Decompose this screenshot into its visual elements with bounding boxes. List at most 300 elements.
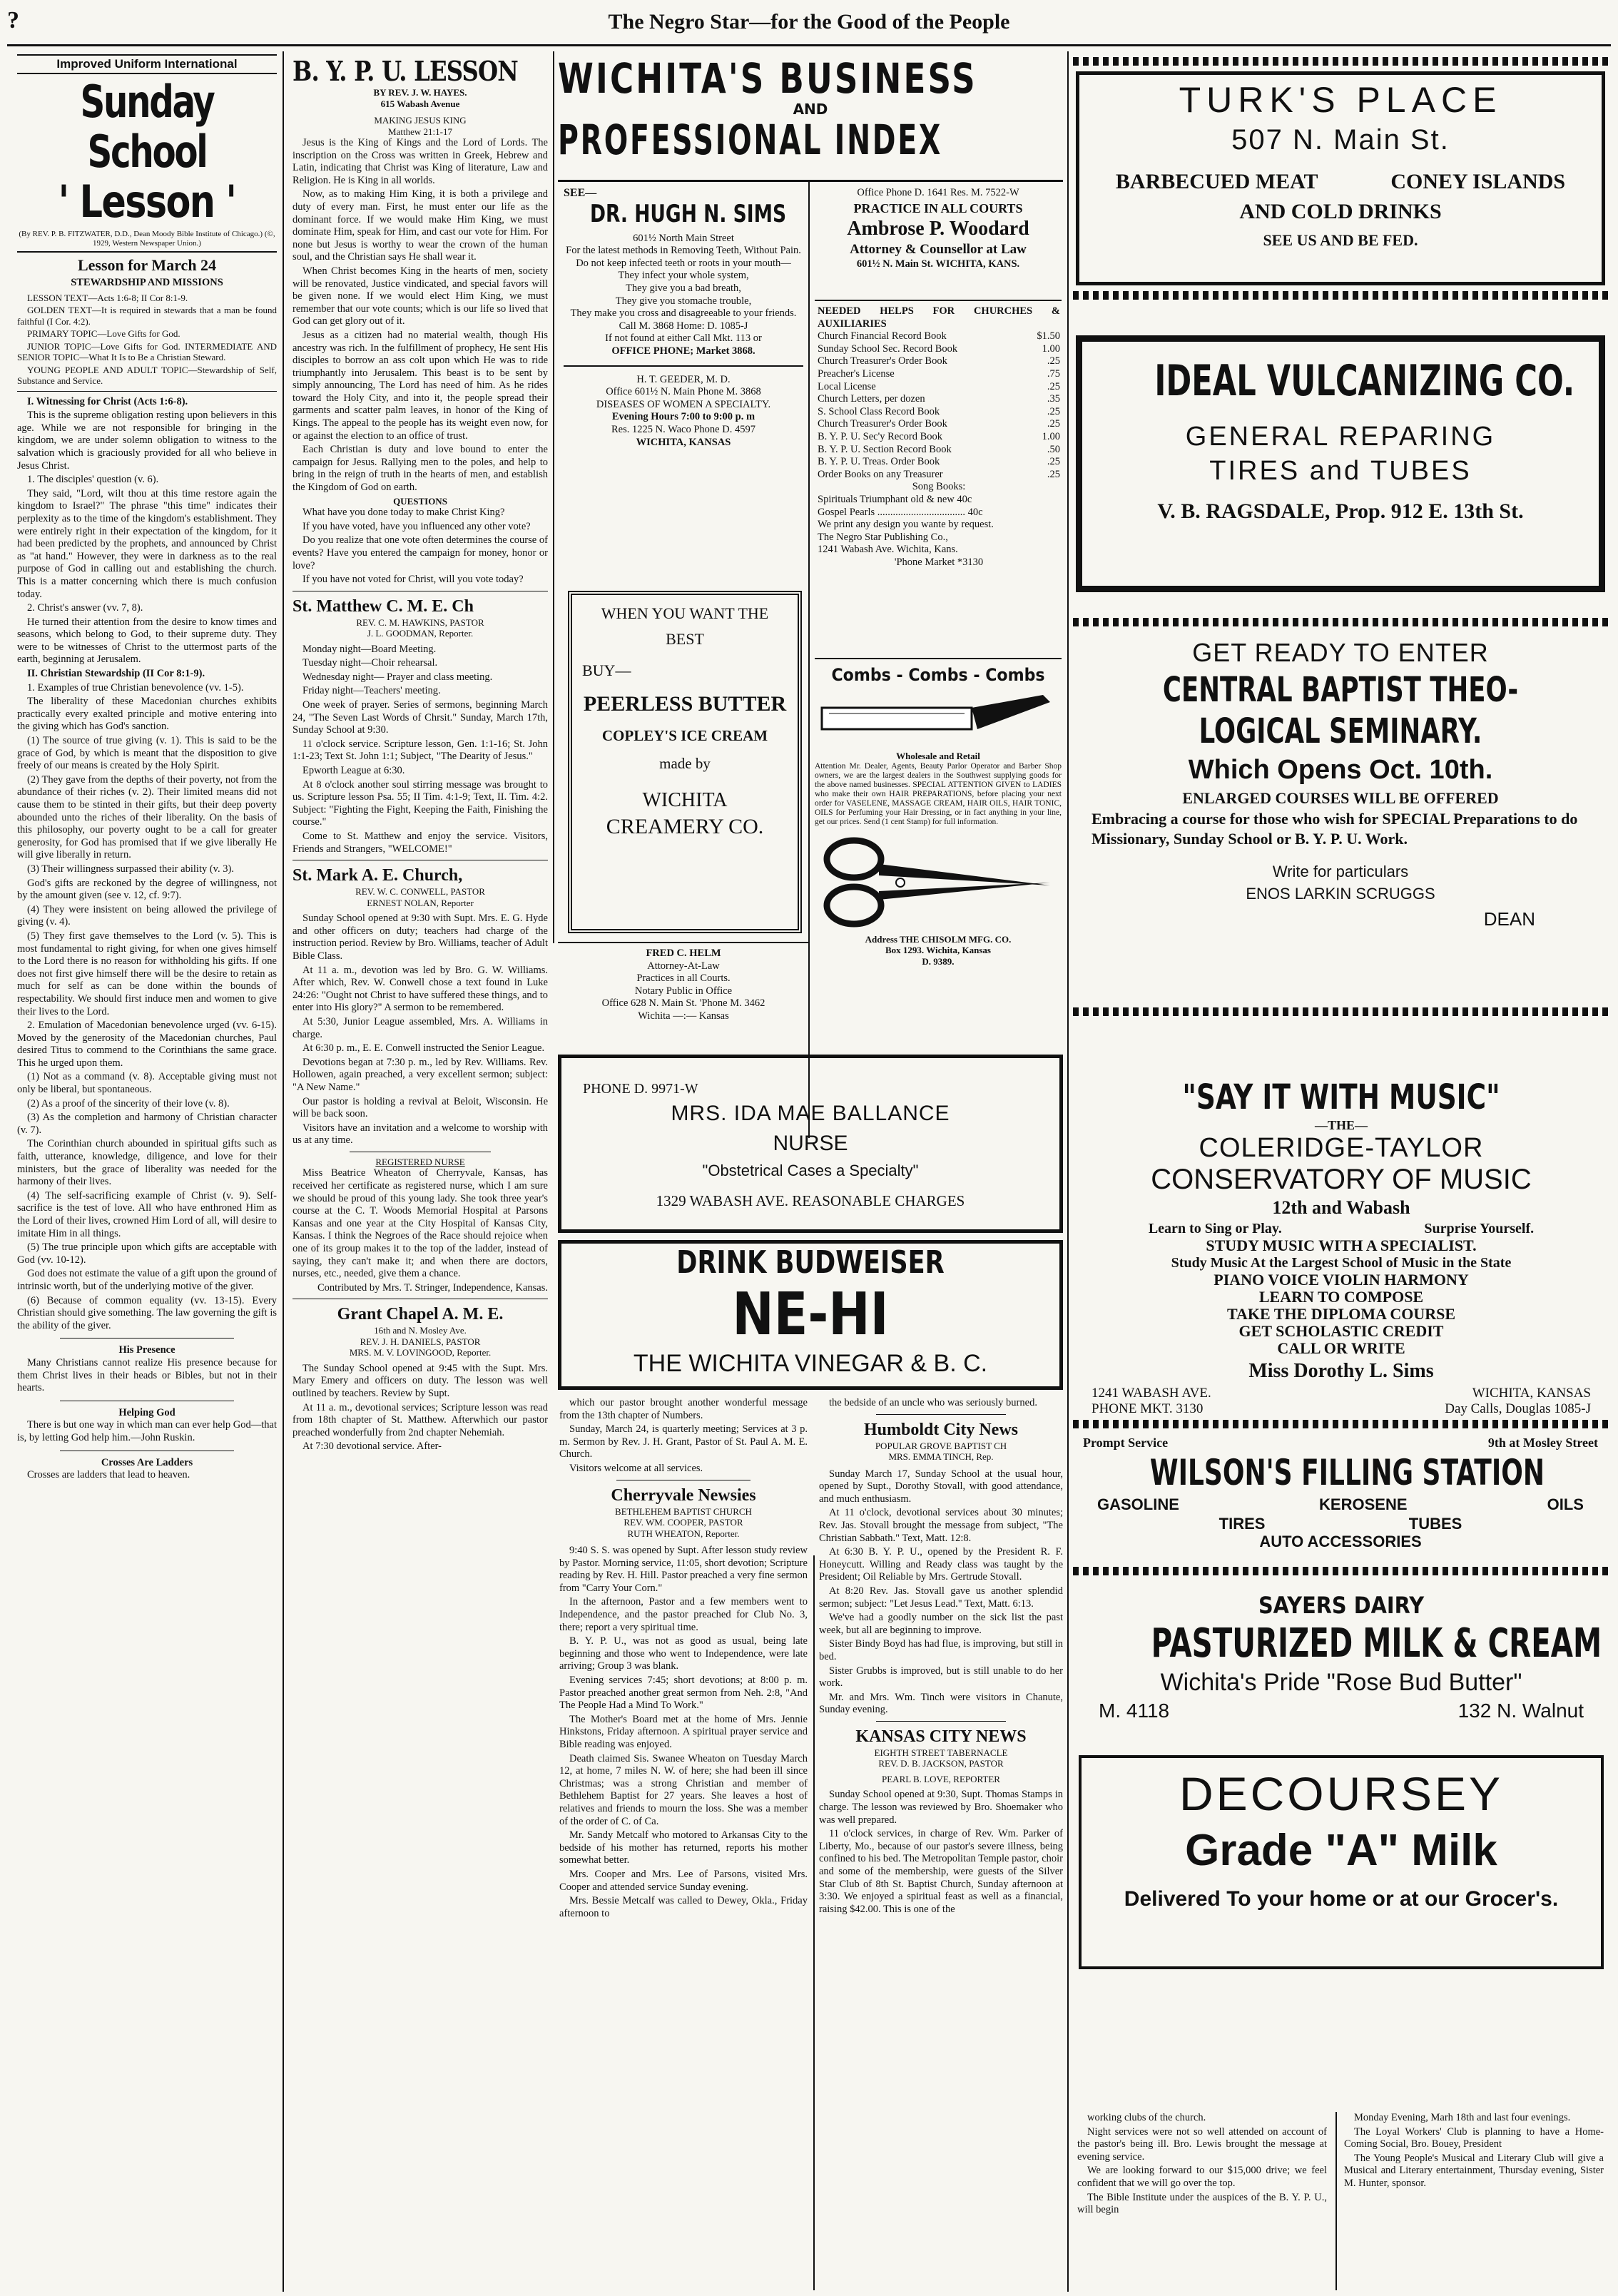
- woodard-name: Ambrose P. Woodard: [847, 217, 1029, 240]
- cherryvale-paragraph: In the afternoon, Pastor and a few members went to Independence, and the pastor preached for Club No. 3, there; report a very spiritual time.: [559, 1596, 808, 1633]
- music-line: CALL OR WRITE: [1277, 1339, 1405, 1357]
- music-line: WICHITA, KANSAS: [1472, 1386, 1591, 1401]
- question: If you have voted, have you influenced any other vote?: [302, 520, 531, 532]
- music-line: Day Calls, Douglas 1085-J: [1445, 1401, 1591, 1416]
- sims-line: Call M. 3868 Home: D. 1085-J: [619, 320, 748, 332]
- helps-price-row: [818, 393, 1060, 406]
- kc-continued-paragraph: Night services were not so well attended on account of the pastor's being ill. Bro. Lewis brought the message at evening service.: [1077, 2125, 1327, 2163]
- wilson-line: 9th at Mosley Street: [1487, 1436, 1598, 1450]
- turks-place-ad: [1076, 71, 1605, 285]
- grant-continued: Sunday, March 24, is quarterly meeting; Services at 3 p. m. Sermon by Rev. J. H. Grant, Pastor of St. Paul A. M. E. Church.: [559, 1423, 808, 1461]
- sims-lines: [564, 233, 803, 358]
- music-line: Miss Dorothy L. Sims: [1248, 1360, 1434, 1382]
- lesson-paragraph: 1. Examples of true Christian benevolence (vv. 1-5).: [27, 681, 244, 694]
- combs-phone: D. 9389.: [922, 955, 955, 967]
- seminary-line: CENTRAL BAPTIST THEO-: [1162, 670, 1519, 710]
- column-rule-2: [553, 51, 554, 943]
- sayers-line: PASTURIZED MILK & CREAM: [1151, 1620, 1602, 1667]
- needed-helps-ad: [818, 305, 1060, 651]
- lesson-paragraph: (6) Because of common equality (vv. 13-15). Every Christian should give something. The law governing the gift is the ability of the giver.: [17, 1294, 277, 1331]
- registered-nurse-heading: REGISTERED NURSE: [375, 1156, 465, 1167]
- turks-line: BARBECUED MEAT: [1115, 170, 1318, 193]
- index-title-and: AND: [793, 101, 828, 118]
- lesson-paragraph: (1) Not as a command (v. 8). Acceptable giving must not only be liberal, but spontaneous.: [17, 1071, 277, 1096]
- cherryvale-paragraph: Mrs. Bessie Metcalf was called to Dewey, Okla., Friday afternoon to: [559, 1895, 808, 1919]
- lesson-paragraph: God does not estimate the value of a gift upon the ground of intrinsic worth, but of the underlying motive of the giver.: [17, 1268, 277, 1292]
- sayers-line: SAYERS DAIRY: [1258, 1592, 1425, 1619]
- lesson-texts: [17, 293, 277, 387]
- index-divider: [808, 182, 810, 1138]
- index-title-top: WICHITA'S BUSINESS: [558, 54, 977, 103]
- wilson-line: TUBES: [1408, 1515, 1462, 1533]
- cherryvale-church: BETHLEHEM BAPTIST CHURCH: [615, 1505, 752, 1517]
- music-line: TAKE THE DIPLOMA COURSE: [1226, 1305, 1456, 1323]
- creamery-line: CREAMERY CO.: [606, 815, 764, 838]
- cherryvale-paragraph: Death claimed Sis. Swanee Wheaton on Tuesday March 12, at home, 7 miles N. W. of here; she had been ill since Christmas; was a strong Christian and member of Bethlehem Baptist for 27 years. She leaves a host of relatives and friends to mourn the loss. She was a member of the order of C. of Ca.: [559, 1752, 808, 1827]
- helps-publisher: The Negro Star Publishing Co.,: [818, 531, 948, 543]
- kc-continued-left: [1077, 2112, 1327, 2290]
- lesson-text-line: PRIMARY TOPIC—Love Gifts for God.: [27, 328, 180, 340]
- bypu-paragraph: Now, as to making Him King, it is both a privilege and duty of every man. First, he must enter our life as the dominant force. If we would make Him King, we must dominate Him, speak for Him, and cast our vote for Him. For none but Jesus is worthy to wear the crown of the human soul, and the Christian says He shall wear it.: [292, 188, 548, 263]
- humboldt-title: Humboldt City News: [863, 1420, 1018, 1439]
- helm-line: Wichita —:— Kansas: [638, 1010, 729, 1022]
- woodard-address: 601½ N. Main St. WICHITA, KANS.: [856, 258, 1020, 270]
- lesson-date: Lesson for March 24: [17, 251, 277, 275]
- humboldt-paragraph: Mr. and Mrs. Wm. Tinch were visitors in Chanute, Sunday evening.: [819, 1691, 1063, 1716]
- music-line: —THE—: [1314, 1118, 1368, 1132]
- nehi-line-2: NE-HI: [732, 1281, 889, 1348]
- cherryvale-column: [559, 1397, 808, 2289]
- turks-line: AND COLD DRINKS: [1239, 200, 1442, 223]
- helps-item-name: Order Books on any Treasurer: [818, 468, 943, 480]
- wilson-line: OILS: [1547, 1495, 1584, 1513]
- nehi-line-3: THE WICHITA VINEGAR & B. C.: [633, 1350, 988, 1377]
- lesson-paragraph: (3) As the completion and harmony of Christian character (v. 7).: [17, 1112, 277, 1136]
- turks-line: CONEY ISLANDS: [1390, 170, 1566, 193]
- decoursey-milk-ad: [1079, 1755, 1604, 1969]
- kc-continued-paragraph: working clubs of the church.: [1087, 2112, 1206, 2123]
- lesson-paragraph: He turned their attention from the desire to know times and seasons, which belong to God, to their supreme duty. They were to be witnesses of Christ to the uttermost parts of the earth, beginning at Jerusalem.: [17, 616, 277, 666]
- cherryvale-paragraph: Evening services 7:45; short devotions; at 8:00 p. m. Pastor preached another great sermon from Neh. 2:8, "And The People Had a Mind To Work.": [559, 1675, 808, 1712]
- stmatthew-paragraph: Monday night—Board Meeting.: [302, 643, 437, 655]
- helps-price-row: [818, 418, 1060, 431]
- helps-item-name: Church Financial Record Book: [818, 330, 947, 342]
- stmark-paragraph: Sunday School opened at 9:30 with Supt. Mrs. E. G. Hyde and other officers on duty; teachers had charge of the instruction period. Review by Bro. Williams, teacher of Adult Bible Class.: [292, 913, 548, 962]
- sims-see: SEE—: [564, 187, 597, 199]
- helm-name: FRED C. HELM: [646, 948, 721, 959]
- grant-continued: which our pastor brought another wonderful message from the 13th chapter of Numbers.: [559, 1397, 808, 1421]
- stmark-paragraph: At 6:30 p. m., E. E. Conwell instructed the Senior League.: [302, 1042, 545, 1055]
- combs-title: Combs - Combs - Combs: [831, 665, 1045, 685]
- lesson-paragraph: I. Witnessing for Christ (Acts 1:6-8).: [27, 395, 188, 407]
- grant-chapel-paragraph: At 11 a. m., devotional services; Scripture lesson was read from 18th chapter of St. Matthew. Afterwhich our pastor preached wonderfully from 2nd chapter Nehemiah.: [292, 1401, 548, 1438]
- music-line: 12th and Wabash: [1272, 1197, 1410, 1218]
- helps-item-name: Church Treasurer's Order Book: [818, 355, 947, 367]
- stmatthew-paragraph: Tuesday night—Choir rehearsal.: [302, 657, 438, 669]
- kc-news-reporter: PEARL B. LOVE, REPORTER: [882, 1773, 1000, 1784]
- ballance-phone: PHONE D. 9971-W: [583, 1081, 698, 1097]
- stmark-paragraph: Devotions began at 7:30 p. m., led by Rev. Williams. Rev. Hollowen, again preached, a very excellent sermon; subject: "A New Name.": [292, 1056, 548, 1093]
- woodard-role: Attorney & Counsellor at Law: [850, 241, 1027, 257]
- helps-item-price: .25: [1047, 355, 1060, 367]
- music-line: PHONE MKT. 3130: [1092, 1401, 1204, 1416]
- seminary-line: LOGICAL SEMINARY.: [1199, 711, 1482, 751]
- ballance-name: MRS. IDA MAE BALLANCE: [671, 1102, 950, 1125]
- question: What have you done today to make Christ King?: [302, 507, 505, 519]
- lesson-paragraph: II. Christian Stewardship (II Cor 8:1-9).: [27, 668, 205, 680]
- stmatthew-paragraph: 11 o'clock service. Scripture lesson, Gen. 1:1-16; St. John 1:1-23; Text St. John 1:1; Subject, "The Dearity of Jesus.": [292, 738, 548, 763]
- music-ad: [1077, 1077, 1605, 1416]
- humboldt-column: [819, 1397, 1063, 2289]
- ballance-address: 1329 WABASH AVE. REASONABLE CHARGES: [656, 1192, 965, 1209]
- woodard-practice: PRACTICE IN ALL COURTS: [853, 200, 1023, 215]
- cherryvale-reporter: RUTH WHEATON, Reporter.: [627, 1528, 740, 1539]
- sunday-school-column: [17, 54, 277, 2287]
- helps-price-row: [818, 368, 1060, 381]
- geeder-hours: Evening Hours 7:00 to 9:00 p. m: [611, 411, 755, 423]
- helps-title: NEEDED HELPS FOR CHURCHES & AUXILIARIES: [818, 305, 1060, 330]
- page-mark: ?: [7, 7, 19, 34]
- lesson-paragraph: (4) They were insistent on being allowed the privilege of giving (v. 4).: [17, 903, 277, 928]
- bypu-column: [292, 56, 548, 2289]
- question: Do you realize that one vote often determines the course of events? Have you entered the campaign for money, honor or love?: [292, 534, 548, 572]
- helping-god-heading: Helping God: [118, 1406, 175, 1418]
- lesson-paragraph: (4) The self-sacrificing example of Christ (v. 9). Self-sacrifice is the test of love. All who have enthroned Him as the Lord of their lives, crowned Him Lord of all, will desire to imitate Him in all things.: [17, 1189, 277, 1239]
- masthead: [0, 0, 1618, 44]
- seminary-line: ENOS LARKIN SCRUGGS: [1246, 885, 1435, 903]
- newspaper-title: The Negro Star—for the Good of the People: [608, 10, 1010, 34]
- combs-ad: [815, 664, 1062, 1049]
- grant-chapel-pastor: REV. J. H. DANIELS, PASTOR: [360, 1336, 481, 1347]
- kc-news-paragraph: Sunday School opened at 9:30, Supt. Thomas Stamps in charge. The lesson was reviewed by Bro. Shoemaker who was well prepared.: [819, 1789, 1063, 1826]
- helps-phone: 'Phone Market *3130: [894, 556, 984, 568]
- lesson-paragraph: (2) As a proof of the sincerity of their love (v. 8).: [27, 1097, 230, 1109]
- sayers-dairy-ad: [1077, 1591, 1605, 1727]
- humboldt-paragraph: We've had a goodly number on the sick list the past week, but all are beginning to improve.: [819, 1612, 1063, 1636]
- questions-heading: QUESTIONS: [393, 495, 447, 507]
- sims-line: For the latest methods in Removing Teeth, Without Pain.: [566, 245, 801, 257]
- humboldt-reporter: MRS. EMMA TINCH, Rep.: [888, 1451, 994, 1463]
- music-line: GET SCHOLASTIC CREDIT: [1238, 1322, 1444, 1340]
- helps-item-price: .25: [1047, 468, 1060, 480]
- stmatthew-pastor: REV. C. M. HAWKINS, PASTOR: [356, 616, 484, 628]
- border-pattern: [1073, 291, 1609, 300]
- lesson-paragraph: 1. The disciples' question (v. 6).: [27, 474, 159, 486]
- ballance-specialty: "Obstetrical Cases a Specialty": [702, 1162, 919, 1179]
- helps-price-row: [818, 330, 1060, 343]
- helm-line: Office 628 N. Main St. 'Phone M. 3462: [601, 997, 765, 1010]
- border-pattern: [1073, 57, 1609, 66]
- seminary-line: Which Opens Oct. 10th.: [1188, 755, 1493, 785]
- stmark-reporter: ERNEST NOLAN, Reporter: [367, 897, 474, 908]
- music-line: COLERIDGE-TAYLOR: [1199, 1133, 1484, 1163]
- sims-line: They make you cross and disagreeable to your friends.: [570, 308, 797, 320]
- lesson-text-line: YOUNG PEOPLE AND ADULT TOPIC—Stewardship of Self, Substance and Service.: [17, 364, 277, 387]
- turks-line: SEE US AND BE FED.: [1263, 231, 1418, 249]
- decoursey-line: Grade "A" Milk: [1185, 1826, 1497, 1875]
- music-line: Learn to Sing or Play.: [1148, 1221, 1282, 1236]
- helps-item-name: Church Letters, per dozen: [818, 393, 925, 405]
- lesson-title-2: ' Lesson ': [58, 175, 236, 228]
- helps-songs-line: Gospel Pearls .................................. 40c: [818, 506, 983, 518]
- helps-item-name: B. Y. P. U. Treas. Order Book: [818, 456, 940, 468]
- sims-line: They infect your whole system,: [618, 270, 749, 282]
- music-line: PIANO VOICE VIOLIN HARMONY: [1214, 1271, 1469, 1289]
- bypu-text-ref: Matthew 21:1-17: [388, 126, 452, 137]
- music-line: LEARN TO COMPOSE: [1258, 1288, 1424, 1306]
- cherryvale-paragraph: B. Y. P. U., was not as good as usual, being late beginning and those who went to Independence, were late arriving; Group 3 was blank.: [559, 1635, 808, 1672]
- column-rule-4: [813, 1555, 815, 2290]
- geeder-diseases: DISEASES OF WOMEN A SPECIALTY.: [596, 398, 771, 410]
- lesson-title-1: Sunday School: [80, 75, 214, 178]
- helps-item-price: 1.00: [1042, 430, 1060, 442]
- helps-item-name: Sunday School Sec. Record Book: [818, 342, 958, 355]
- wilson-line: TIRES: [1218, 1515, 1266, 1533]
- helps-price-row: [818, 431, 1060, 444]
- stmatthew-reporter: J. L. GOODMAN, Reporter.: [367, 628, 474, 639]
- lesson-paragraph: 2. Emulation of Macedonian benevolence urged (vv. 6-15). Moved by the generosity of the Macedonian churches, Paul desired Titus to commend to the Corinthians the same grace. This he urged upon them.: [17, 1020, 277, 1069]
- stmatthew-title: St. Matthew C. M. E. Ch: [292, 596, 474, 616]
- lesson-text-line: LESSON TEXT—Acts 1:6-8; II Cor 8:1-9.: [27, 292, 188, 303]
- helm-line: Practices in all Courts.: [636, 972, 731, 985]
- bypu-title: B. Y. P. U. LESSON: [292, 56, 518, 87]
- humboldt-paragraph: Sister Grubbs is improved, but is still unable to do her work.: [819, 1665, 1063, 1690]
- grant-chapel-reporter: MRS. M. V. LOVINGOOD, Reporter.: [349, 1347, 492, 1358]
- helm-role: Attorney-At-Law: [647, 960, 720, 972]
- helps-item-name: B. Y. P. U. Section Record Book: [818, 443, 952, 455]
- stmark-title: St. Mark A. E. Church,: [292, 866, 463, 885]
- lesson-topic: STEWARDSHIP AND MISSIONS: [71, 276, 223, 288]
- vulcanizing-title: IDEAL VULCANIZING CO.: [1154, 356, 1575, 406]
- seminary-line: ENLARGED COURSES WILL BE OFFERED: [1182, 789, 1499, 807]
- helps-item-name: S. School Class Record Book: [818, 405, 940, 417]
- geeder-residence: Res. 1225 N. Waco Phone D. 4597: [611, 423, 755, 435]
- bypu-subtitle: MAKING JESUS KING: [374, 115, 467, 126]
- decoursey-line: DECOURSEY: [1179, 1767, 1504, 1820]
- helps-price-list: [818, 330, 1060, 481]
- combs-body: Attention Mr. Dealer, Agents, Beauty Parlor Operator and Barber Shop owners, we are the largest dealers in the Southwest supplying goods for the above named businesses. SPECIAL ATTENTION GIVEN to LADIES who make their own HAIR PREPARATIONS, before placing your next order for VASELENE, MASSAGE CREAM, HAIR OILS, HAIR TONIC, OILS for Perfuming your Hair Dressing, or in fact anything in your line, get our prices. Send (1 cent Stamp) for full information.: [815, 761, 1062, 826]
- helps-address: 1241 Wabash Ave. Wichita, Kans.: [818, 544, 958, 556]
- bypu-byline: BY REV. J. W. HAYES.: [373, 87, 467, 98]
- wilson-title: WILSON'S FILLING STATION: [1149, 1452, 1545, 1493]
- lesson-paragraph: The Corinthian church abounded in spiritual gifts such as faith, utterance, knowledge, diligence, and love for their ministers, but the grace of liberality was needed for the harmony of their lives.: [17, 1138, 277, 1188]
- stmatthew-paragraph: Friday night—Teachers' meeting.: [302, 685, 441, 697]
- business-index-header: [558, 56, 1063, 184]
- humboldt-paragraph: At 11 o'clock, devotional services about 30 minutes; Rev. Jas. Stovall brought the message from subject, "The Christian Sabbath." Text, Matt. 12:8.: [819, 1507, 1063, 1544]
- helps-item-price: .25: [1047, 380, 1060, 392]
- humboldt-paragraph: Sister Bindy Boyd has had flue, is improving, but still in bed.: [819, 1638, 1063, 1662]
- creamery-line: made by: [659, 755, 711, 772]
- sims-line: They give you a bad breath,: [626, 282, 741, 294]
- cherryvale-paragraph: 9:40 S. S. was opened by Supt. After lesson study review by Pastor. Morning service, 11:05, short devotion; Scripture reading by Rev. H. Hill. Pastor preached a very fine sermon from "Carry Your Corn.": [559, 1545, 808, 1594]
- creamery-line: BUY—: [582, 661, 631, 679]
- helps-item-price: .35: [1047, 393, 1060, 405]
- wilson-line: KEROSENE: [1319, 1495, 1408, 1513]
- sims-line: If not found at either Call Mkt. 113 or: [605, 332, 762, 345]
- lesson-text-line: GOLDEN TEXT—It is required in stewards that a man be found faithful (I Cor. 4:2).: [17, 305, 277, 327]
- vulcanizing-ad: [1076, 335, 1605, 592]
- helps-price-row: [818, 444, 1060, 457]
- humboldt-church: POPULAR GROVE BAPTIST CH: [875, 1440, 1007, 1451]
- his-presence-heading: His Presence: [118, 1344, 175, 1356]
- stmark-paragraph: At 11 a. m., devotion was led by Bro. G. W. Williams. After which, Rev. W. Conwell chose a text found in Luke 24:26: "Ought not Christ to have suffered these things, and to enter into His glory?" A sermon to be remembered.: [292, 964, 548, 1014]
- sayers-line: M. 4118: [1099, 1700, 1170, 1722]
- helps-item-price: 1.00: [1042, 342, 1060, 355]
- vulcanizing-line: GENERAL REPARING: [1185, 422, 1496, 452]
- helps-item-price: $1.50: [1037, 330, 1060, 342]
- creamery-line: PEERLESS BUTTER: [583, 692, 787, 716]
- creamery-ad: [568, 591, 802, 933]
- woodard-ad: [815, 187, 1062, 294]
- kc-continued-paragraph: The Loyal Workers' Club is planning to have a Home-Coming Social, Bro. Bouey, President: [1344, 2125, 1604, 2150]
- cherryvale-title: Cherryvale Newsies: [611, 1485, 756, 1505]
- music-line: Surprise Yourself.: [1424, 1221, 1535, 1236]
- crosses-heading: Crosses Are Ladders: [101, 1456, 193, 1468]
- cherryvale-paragraph: The Mother's Board met at the home of Mrs. Jennie Hinkstons, Friday afternoon. A spiritual prayer service and Bible reading was enjoyed.: [559, 1713, 808, 1750]
- helm-ad: [564, 948, 803, 1026]
- stmatthew-paragraph: Wednesday night— Prayer and class meeting.: [302, 671, 493, 683]
- index-rule: [558, 180, 1063, 182]
- music-line: 1241 WABASH AVE.: [1092, 1386, 1211, 1401]
- music-line: CONSERVATORY OF MUSIC: [1151, 1164, 1532, 1195]
- seminary-line: DEAN: [1483, 908, 1535, 930]
- helps-price-row: [818, 469, 1060, 482]
- razor-icon: [815, 686, 1062, 751]
- stmatthew-paragraph: Epworth League at 6:30.: [302, 765, 405, 777]
- helps-item-price: .75: [1047, 367, 1060, 380]
- kc-news-title: KANSAS CITY NEWS: [855, 1727, 1027, 1746]
- nehi-ad: [558, 1240, 1063, 1390]
- turks-address: 507 N. Main St.: [1231, 124, 1450, 156]
- sayers-line: 132 N. Walnut: [1457, 1700, 1584, 1722]
- music-line: STUDY MUSIC WITH A SPECIALIST.: [1206, 1236, 1477, 1254]
- ballance-nurse-ad: [558, 1055, 1063, 1233]
- lesson-paragraph: (5) The true principle upon which gifts are acceptable with God (vv. 10-12).: [17, 1241, 277, 1266]
- lesson-paragraph: (2) They gave from the depths of their poverty, not from the abundance of their riches (v. 2). Their limited means did not cause them to be stinted in their gifts, but their deep poverty abounded unto the riches of their liberality. On the basis of this philosophy, our poverty ought to be a call for greater generosity, for God has promised that if we give liberally He will give liberally in return.: [17, 773, 277, 861]
- stmark-pastor: REV. W. C. CONWELL, PASTOR: [355, 886, 485, 898]
- creamery-line: WHEN YOU WANT THE: [601, 604, 769, 622]
- creamery-line: WICHITA: [642, 789, 728, 811]
- kc-news-pastor: REV. D. B. JACKSON, PASTOR: [878, 1758, 1004, 1769]
- sayers-line: Wichita's Pride "Rose Bud Butter": [1160, 1669, 1522, 1696]
- question: If you have not voted for Christ, will you vote today?: [302, 574, 524, 586]
- sims-line: OFFICE PHONE; Market 3868.: [611, 345, 755, 357]
- lesson-body: [17, 396, 277, 1333]
- music-line: Study Music At the Largest School of Music in the State: [1171, 1255, 1512, 1271]
- lesson-paragraph: The liberality of these Macedonian churches exhibits practically every exalted principle and motive entering into the giving which has God's sanction.: [17, 696, 277, 733]
- seminary-line: Write for particulars: [1272, 863, 1409, 880]
- turks-title: TURK'S PLACE: [1179, 80, 1502, 120]
- helps-item-price: .25: [1047, 418, 1060, 430]
- helps-songs-line: Spirituals Triumphant old & new 40c: [818, 493, 972, 505]
- geeder-ad: [564, 374, 803, 449]
- helps-price-row: [818, 381, 1060, 394]
- humboldt-paragraph: Sunday March 17, Sunday School at the usual hour, opened by Supt., Dorothy Stovall, with good attendance, and much enthusiasm.: [819, 1468, 1063, 1505]
- ballance-title: NURSE: [773, 1132, 848, 1155]
- decoursey-line: Delivered To your home or at our Grocer's.: [1124, 1887, 1559, 1911]
- seminary-line: Embracing a course for those who wish for SPECIAL Preparations to do Missionary, Sunday School or B. Y. P. U. Work.: [1092, 810, 1578, 848]
- geeder-office: Office 601½ N. Main Phone M. 3868: [606, 386, 761, 398]
- helps-item-name: Local License: [818, 380, 876, 392]
- cherryvale-pastor: REV. WM. COOPER, PASTOR: [624, 1517, 743, 1528]
- helps-item-name: Preacher's License: [818, 367, 895, 380]
- bypu-address: 615 Wabash Avenue: [380, 98, 460, 109]
- geeder-city: WICHITA, KANSAS: [636, 436, 731, 448]
- kc-continued-paragraph: Monday Evening, Marh 18th and last four evenings.: [1354, 2112, 1571, 2123]
- grant-continued: Visitors welcome at all services.: [569, 1462, 703, 1474]
- sims-name: DR. HUGH N. SIMS: [589, 199, 787, 228]
- bypu-paragraph: When Christ becomes King in the hearts of men, society will be renovated, Justice vindicated, and special favors will be given none. If we would elect Him King, we must remember that our vote counts; which is our life so lived that God can get glory out of it.: [292, 265, 548, 327]
- stmatthew-paragraph: At 8 o'clock another soul stirring message was brought to us. Scripture lesson Psa. 55; II Tim. 4:1-9; Text, II. Tim. 4:2. Subject: "Fighting the Fight, Keeping the Faith, Finishing the course.": [292, 778, 548, 828]
- cherryvale-continued: the bedside of an uncle who was seriously burned.: [829, 1397, 1037, 1408]
- kc-continued-paragraph: The Bible Institute under the auspices of the B. Y. P. U., will begin: [1077, 2191, 1327, 2216]
- seminary-line: GET READY TO ENTER: [1192, 638, 1489, 667]
- kc-continued-paragraph: The Young People's Musical and Literary Club will give a Musical and Literary entertainment, Thursday evening, Sister M. Hunter, sponsor.: [1344, 2152, 1604, 2189]
- masthead-rule: [7, 44, 1611, 46]
- wilson-filling-station-ad: [1076, 1434, 1605, 1577]
- cherryvale-paragraph: Mrs. Cooper and Mrs. Lee of Parsons, visited Mrs. Cooper and attended service Sunday evening.: [559, 1868, 808, 1893]
- dr-sims-ad: [564, 187, 803, 565]
- helps-price-row: [818, 355, 1060, 368]
- humboldt-paragraph: At 8:20 Rev. Jas. Stovall gave us another splendid sermon; subject: "Let Jesus Lead." Text, Matt. 6:13.: [819, 1585, 1063, 1610]
- geeder-name: H. T. GEEDER, M. D.: [636, 373, 731, 385]
- kc-news-paragraph: 11 o'clock services, in charge of Rev. Wm. Parker of Liberty, Mo., because of our pastor's severe illness, being confined to his bed. The Metropolitan Temple pastor, choir and some of the membership, were guests of the Silver Star Club of 8th St. Baptist Church, Sunday afternoon at 3:30. We enjoyed a spiritual feast as well as a financial, raising $42.00. This is one of the: [819, 1828, 1063, 1915]
- kc-continued-paragraph: We are looking forward to our $15,000 drive; we feel confident that we will go over the top.: [1077, 2165, 1327, 2189]
- column-rule-3: [1067, 51, 1069, 2292]
- his-presence-text: Many Christians cannot realize His presence because for them Christ lives in their heads or Bibles, but not in their hearts.: [17, 1356, 277, 1394]
- bypu-paragraph: Each Christian is duty and love bound to enter the campaign for Jesus. Rallying men to the poles, and help to bring in the reign of truth in the hearts of men, and establish the Kingdom of God on earth.: [292, 444, 548, 494]
- vulcanizing-line: V. B. RAGSDALE, Prop. 912 E. 13th St.: [1157, 499, 1524, 523]
- lesson-series: Improved Uniform International: [17, 54, 277, 74]
- registered-nurse-contributor: Contributed by Mrs. T. Stringer, Independence, Kansas.: [317, 1281, 548, 1294]
- lesson-paragraph: This is the supreme obligation resting upon believers in this age. While we are not responsible for bringing in the kingdom, we are under solemn obligation to witness to the salvation which is graciously provided for all who believe in Jesus Christ.: [17, 410, 277, 472]
- seminary-ad: [1082, 628, 1599, 999]
- helps-item-price: .25: [1047, 405, 1060, 417]
- kc-news-church: EIGHTH STREET TABERNACLE: [874, 1747, 1008, 1758]
- lesson-paragraph: (1) The source of true giving (v. 1). This is said to be the grace of God, by which is meant that the disposition to give freely of our means is created by the Holy Spirit.: [17, 735, 277, 772]
- sims-line: Do not keep infected teeth or roots in your mouth—: [576, 257, 791, 269]
- nehi-line-1: DRINK BUDWEISER: [676, 1244, 945, 1281]
- helps-price-row: [818, 406, 1060, 419]
- sims-line: 601½ North Main Street: [633, 232, 734, 244]
- grant-chapel-paragraph: The Sunday School opened at 9:45 with the Supt. Mrs. Mary Emery and officers on duty. The lesson was well outlined by teachers. Review by Supt.: [292, 1362, 548, 1399]
- sims-line: They give you stomache trouble,: [615, 295, 752, 307]
- stmatthew-paragraph: Come to St. Matthew and enjoy the service. Visitors, Friends and Strangers, "WELCOME!": [292, 830, 548, 855]
- lesson-paragraph: (5) They first gave themselves to the Lord (v. 5). This is most fundamental to right giving, for when one gives himself to the Lord there is no reason for withholding his gifts. If one does not first give himself there will be the desire to retain as much for self as can be done within the bounds of respectability. We should first induce men and women to give their lives to the Lord.: [17, 930, 277, 1017]
- crosses-text: Crosses are ladders that lead to heaven.: [27, 1469, 190, 1481]
- stmark-paragraph: Our pastor is holding a revival at Beloit, Wisconsin. He will be back soon.: [292, 1095, 548, 1120]
- helping-god-text: There is but one way in which man can ever help God—that is, by letting God help him.—John Ruskin.: [17, 1419, 277, 1443]
- woodard-phones: Office Phone D. 1641 Res. M. 7522-W: [857, 187, 1019, 198]
- index-title-bottom: PROFESSIONAL INDEX: [558, 116, 943, 164]
- cherryvale-paragraph: Mr. Sandy Metcalf who motored to Arkansas City to the bedside of his mother has returned, reports his mother somewhat better.: [559, 1829, 808, 1866]
- helps-price-row: [818, 343, 1060, 356]
- lesson-paragraph: (3) Their willingness surpassed their ability (v. 3).: [27, 863, 234, 875]
- wilson-line: AUTO ACCESSORIES: [1259, 1533, 1422, 1550]
- wilson-line: Prompt Service: [1083, 1436, 1169, 1450]
- helps-item-name: Church Treasurer's Order Book: [818, 418, 947, 430]
- humboldt-paragraph: At 6:30 B. Y. P. U., opened by the President R. F. Honeycutt. Willing and Ready class was taught by the President; Oil Reliable by Mrs. Gertrude Stovall.: [819, 1546, 1063, 1583]
- creamery-line: COPLEY'S ICE CREAM: [601, 727, 768, 744]
- combs-box: Box 1293. Wichita, Kansas: [885, 945, 991, 955]
- bypu-paragraph: Jesus as a citizen had no material wealth, though His ancestry was rich. In the fulfillment of prophecy, He sent His disciples to borrow an ass colt upon which He was to ride triumphantly into Jerusalem. This beast is to be sent by simply announcing, The Lord has need of him. As he rides toward the Holy City, and into it, the people spread their garments and scatter palm leaves, in honor of the King of Kings. The appeal to the people has its weight even now, for or against the election to an office of trust.: [292, 329, 548, 442]
- helps-item-price: .50: [1047, 443, 1060, 455]
- grant-chapel-title: Grant Chapel A. M. E.: [337, 1305, 504, 1324]
- helps-item-price: .25: [1047, 456, 1060, 468]
- helps-songs: Song Books:: [912, 481, 966, 493]
- scissors-icon: [815, 827, 1062, 934]
- helm-line: Notary Public in Office: [634, 985, 733, 997]
